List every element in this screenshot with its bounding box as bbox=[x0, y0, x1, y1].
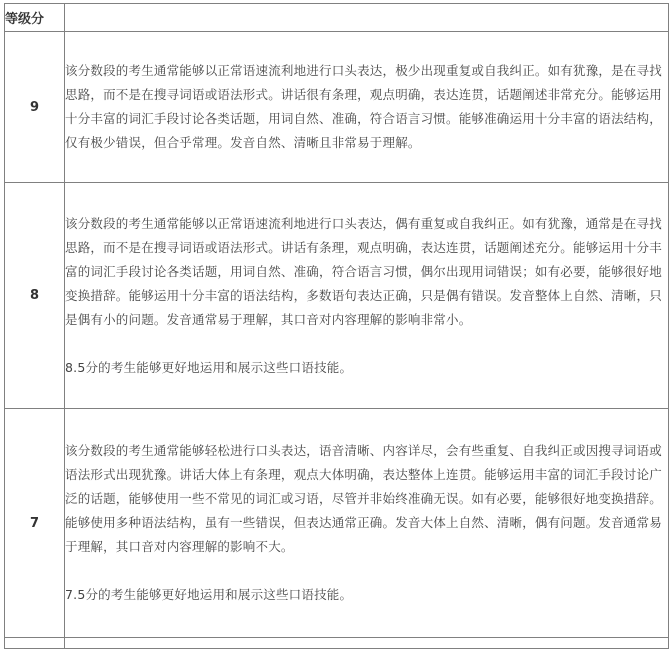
description-cell bbox=[65, 183, 669, 409]
description-text: 该分数段的考生通常能够以正常语速流利地进行口头表达，极少出现重复或自我纠正。如有犹豫，是在寻找思路，而不是在搜寻词语或语法形式。讲话很有条理，观点明确，表达连贯，话题阐述非常充分。能够运用十分丰富的词汇手段讨论各类话题，用词自然、准确，符合语言习惯。能够准确运用十分丰富的语法结构，仅有极少错误，但合乎常理。发音自然、清晰且非常易于理解。 bbox=[65, 63, 662, 150]
grade-column-header: 等级分 bbox=[5, 4, 65, 32]
description-cell bbox=[65, 32, 669, 183]
description-cell bbox=[65, 409, 669, 638]
grade-cell: 9 bbox=[5, 32, 65, 183]
half-band-note: 7.5分的考生能够更好地运用和展示这些口语技能。 bbox=[65, 587, 353, 602]
grade-cell: 7 bbox=[5, 409, 65, 638]
table-row bbox=[5, 32, 669, 183]
half-band-note: 8.5分的考生能够更好地运用和展示这些口语技能。 bbox=[65, 359, 353, 375]
description-text: 该分数段的考生通常能够轻松进行口头表达，语音清晰、内容详尽，会有些重复、自我纠正或因搜寻词语或语法形式出现犹豫。讲话大体上有条理，观点大体明确，表达整体上连贯。能够运用丰富的词汇手段讨论广泛的话题，能够使用一些不常见的词汇或习语，尽管并非始终准确无误。如有必要，能够很好地变换措辞。能够使用多种语法结构，虽有一些错误，但表达通常正确。发音大体上自然、清晰，偶有问题。发音通常易于理解，其口音对内容理解的影响不大。 bbox=[65, 443, 662, 554]
description-column-header bbox=[65, 4, 669, 32]
grade-cell: 8 bbox=[5, 183, 65, 409]
table-row bbox=[5, 409, 669, 638]
table-header-row bbox=[5, 4, 669, 32]
description-cell bbox=[65, 638, 669, 649]
grade-cell bbox=[5, 638, 65, 649]
table-row-partial bbox=[5, 638, 669, 649]
description-text: 该分数段的考生通常能够以正常语速流利地进行口头表达，偶有重复或自我纠正。如有犹豫，通常是在寻找思路，而不是在搜寻词语或语法形式。讲话有条理，观点明确，表达连贯，话题阐述充分。能够运用十分丰富的词汇手段讨论各类话题，用词自然、准确，符合语言习惯，偶尔出现用词错误；如有必要，能够很好地变换措辞。能够运用十分丰富的语法结构，多数语句表达正确，只是偶有错误。发音整体上自然、清晰，只是偶有小的问题。发音通常易于理解，其口音对内容理解的影响非常小。 bbox=[65, 215, 662, 327]
table-row bbox=[5, 183, 669, 409]
score-descriptor-table bbox=[4, 3, 669, 649]
